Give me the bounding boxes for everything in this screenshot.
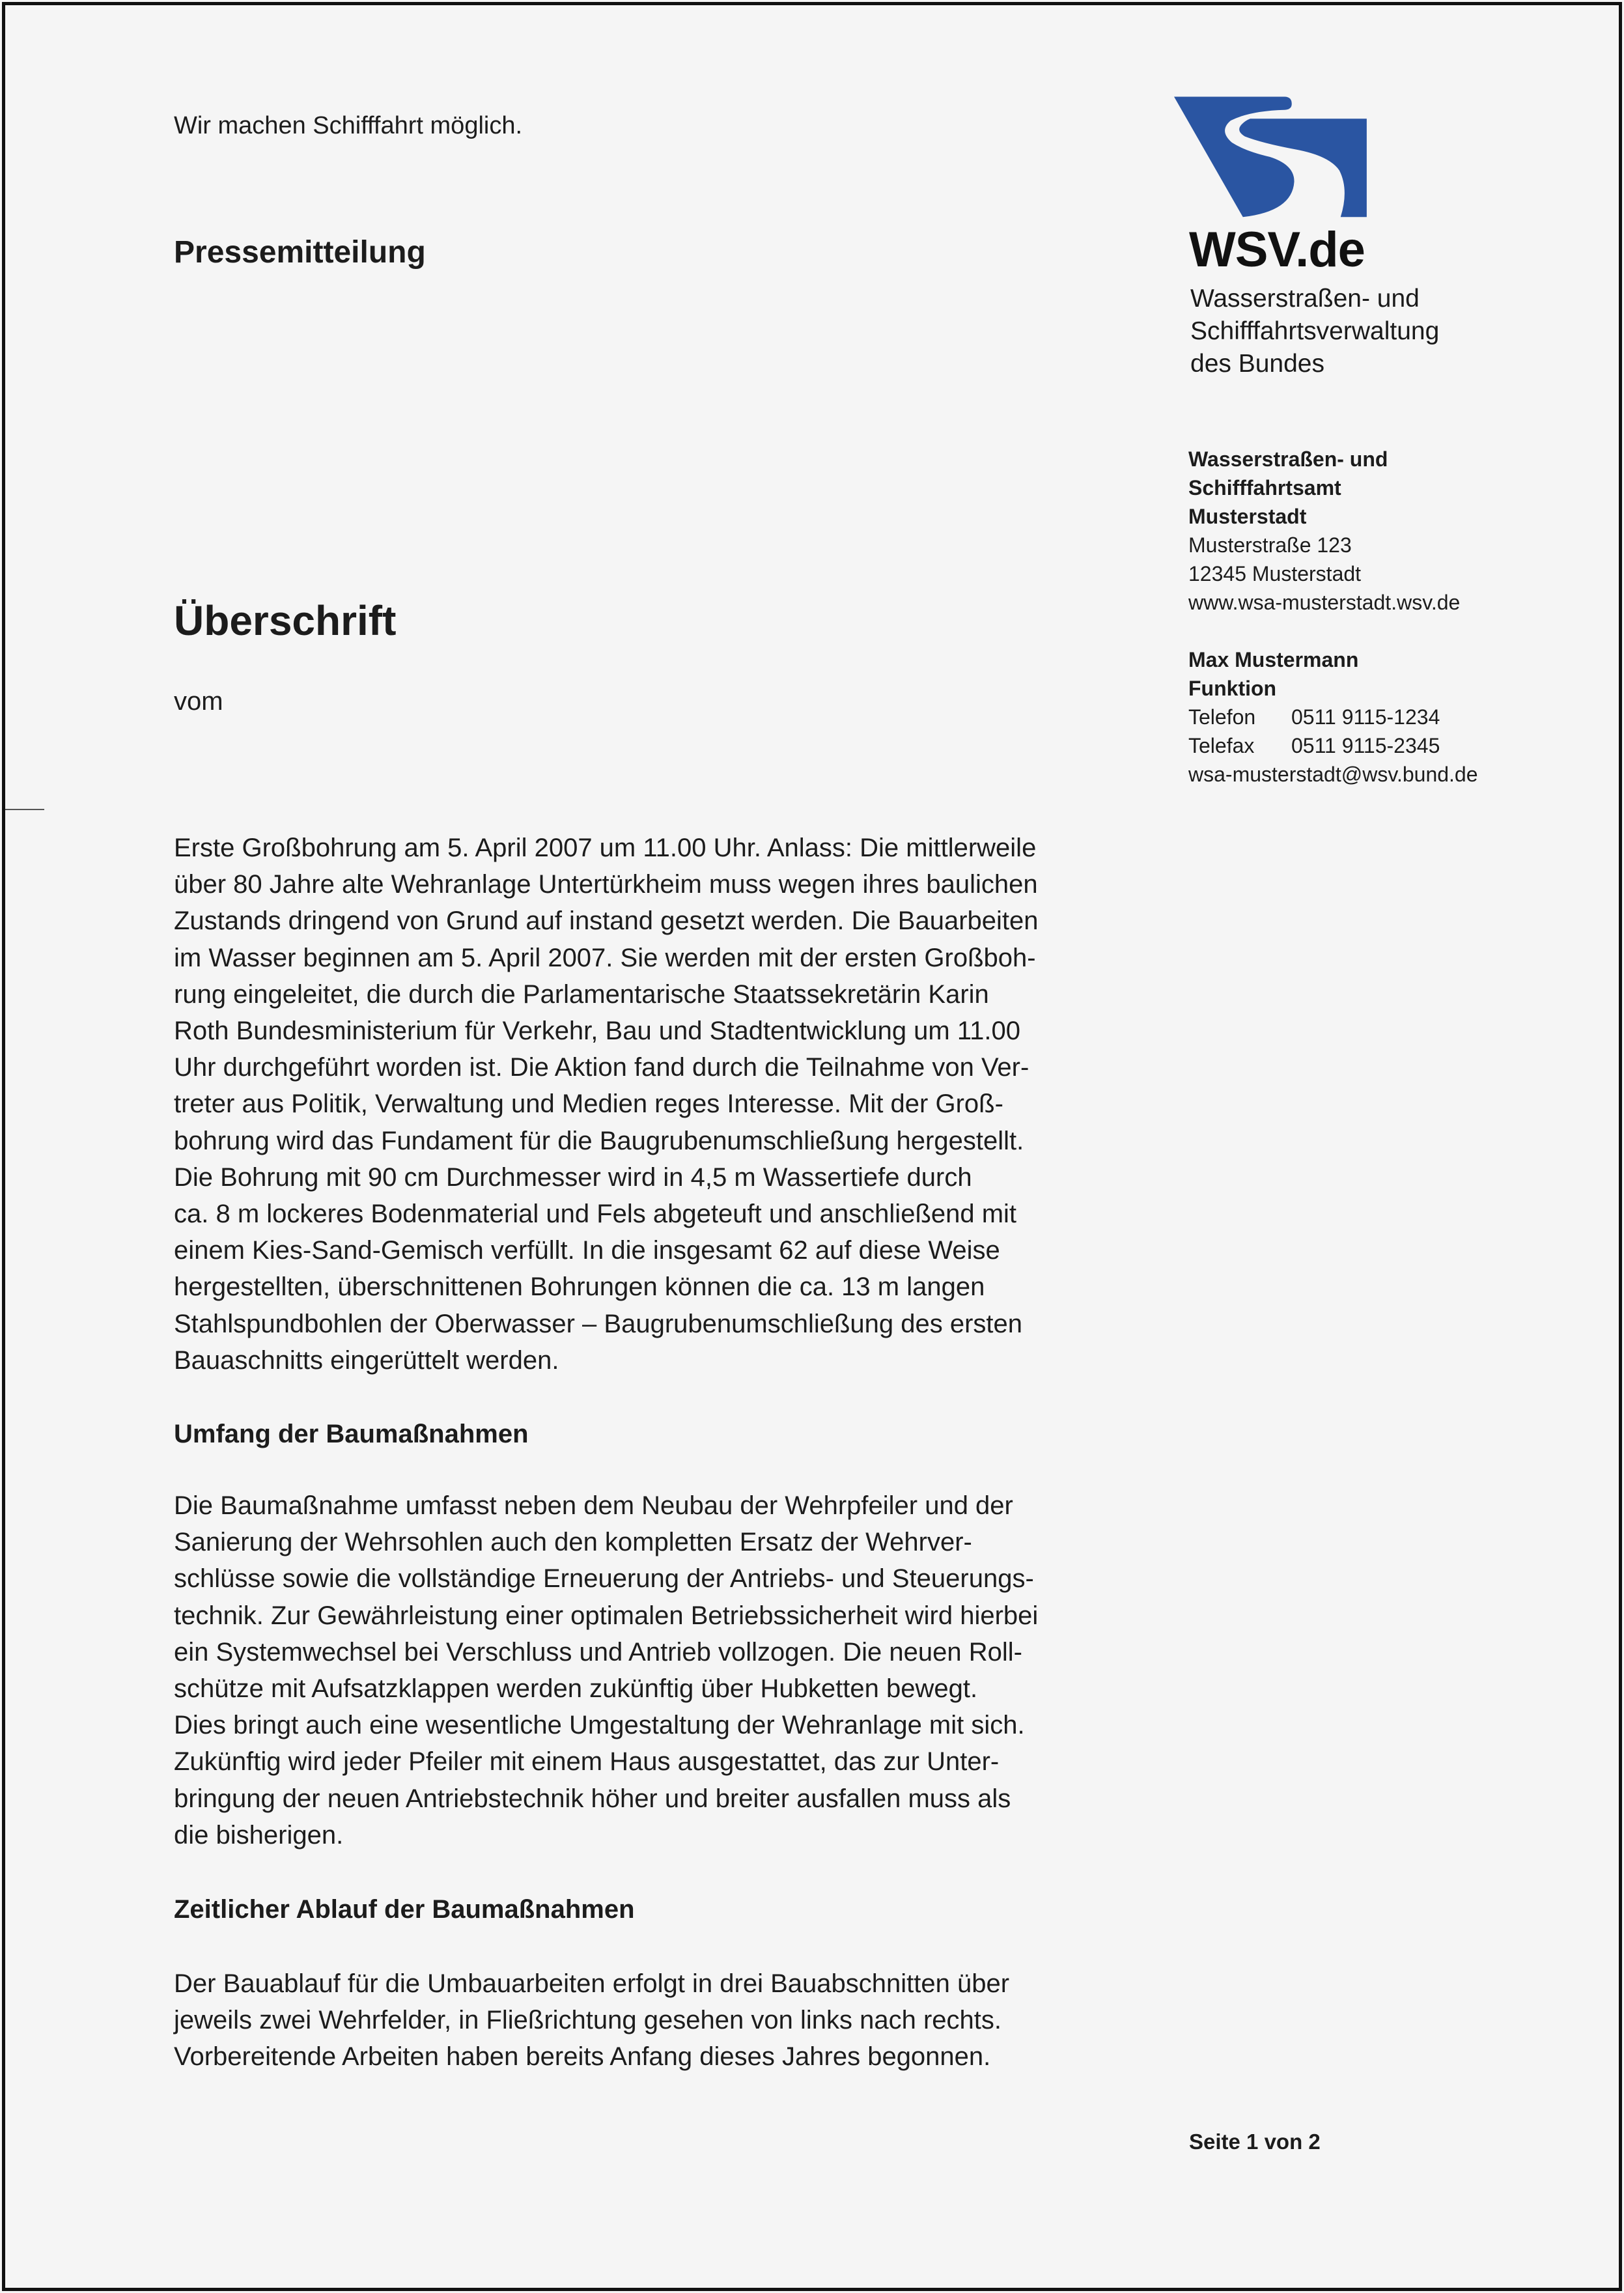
text-line: schlüsse sowie die vollständige Erneuerung der Antriebs- und Steuerungs-	[174, 1564, 1034, 1594]
text-line: treter aus Politik, Verwaltung und Medien reges Interesse. Mit der Groß-	[174, 1090, 1003, 1119]
text-line: im Wasser beginnen am 5. April 2007. Sie werden mit der ersten Großboh-	[174, 943, 1036, 972]
text-line: die bisherigen.	[174, 1820, 344, 1850]
office-name-line: Wasserstraßen- und	[1188, 447, 1388, 471]
logo-subtitle-line: des Bundes	[1190, 350, 1324, 378]
wsv-logo-icon	[1172, 94, 1367, 218]
text-line: über 80 Jahre alte Wehranlage Untertürkheim muss wegen ihres baulichen	[174, 870, 1038, 899]
contact-role: Funktion	[1188, 677, 1277, 700]
headline: Überschrift	[174, 597, 397, 644]
document-type: Pressemitteilung	[174, 235, 426, 270]
text-line: Bauaschnitts eingerüttelt werden.	[174, 1345, 559, 1375]
text-line: schütze mit Aufsatzklappen werden zukünftig über Hubketten bewegt.	[174, 1674, 978, 1704]
fax-row	[1188, 731, 1478, 760]
phone-label: Telefon	[1188, 705, 1256, 729]
logo-subtitle	[1190, 283, 1439, 380]
text-line: Der Bauablauf für die Umbauarbeiten erfolgt in drei Bauabschnitten über	[174, 1969, 1010, 1998]
contact-block	[1188, 445, 1478, 789]
text-line: Dies bringt auch eine wesentliche Umgestaltung der Wehranlage mit sich.	[174, 1711, 1025, 1740]
intro-paragraph	[174, 830, 1151, 1379]
text-line: ca. 8 m lockeres Bodenmaterial und Fels abgeteuft und anschließend mit	[174, 1200, 1017, 1229]
text-line: Zustands dringend von Grund auf instand gesetzt werden. Die Bauarbeiten	[174, 907, 1039, 936]
website-link[interactable]: www.wsa-musterstadt.wsv.de	[1188, 591, 1461, 614]
fax-number: 0511 9115-2345	[1291, 734, 1440, 757]
text-line: ein Systemwechsel bei Verschluss und Antrieb vollzogen. Die neuen Roll-	[174, 1637, 1022, 1667]
text-line: Roth Bundesministerium für Verkehr, Bau und Stadtentwicklung um 11.00	[174, 1017, 1020, 1046]
street: Musterstraße 123	[1188, 533, 1352, 557]
text-line: Sanierung der Wehrsohlen auch den kompletten Ersatz der Wehrver-	[174, 1528, 972, 1557]
phone-number: 0511 9115-1234	[1291, 705, 1440, 729]
section-heading-scope: Umfang der Baumaßnahmen	[174, 1420, 529, 1448]
phone-row	[1188, 703, 1478, 731]
city: 12345 Musterstadt	[1188, 562, 1362, 585]
office-name-line: Musterstadt	[1188, 505, 1307, 528]
text-line: jeweils zwei Wehrfelder, in Fließrichtung gesehen von links nach rechts.	[174, 2006, 1001, 2035]
fax-label: Telefax	[1188, 734, 1255, 757]
text-line: Erste Großbohrung am 5. April 2007 um 11.00 Uhr. Anlass: Die mittlerweile	[174, 834, 1037, 862]
email-link[interactable]: wsa-musterstadt@wsv.bund.de	[1188, 763, 1478, 786]
date-label: vom	[174, 687, 223, 716]
page-indicator: Seite 1 von 2	[1189, 2130, 1321, 2154]
logo-subtitle-line: Wasserstraßen- und	[1190, 285, 1420, 313]
text-line: Die Bohrung mit 90 cm Durchmesser wird in 4,5 m Wassertiefe durch	[174, 1162, 972, 1192]
text-line: bringung der neuen Antriebstechnik höher und breiter ausfallen muss als	[174, 1784, 1011, 1813]
logo-wordmark: WSV.de	[1189, 222, 1365, 277]
office-name-line: Schifffahrtsamt	[1188, 476, 1341, 499]
text-line: Vorbereitende Arbeiten haben bereits Anfang dieses Jahres begonnen.	[174, 2042, 991, 2072]
text-line: technik. Zur Gewährleistung einer optimalen Betriebssicherheit wird hierbei	[174, 1601, 1039, 1630]
schedule-paragraph	[174, 1965, 1151, 2075]
text-line: Die Baumaßnahme umfasst neben dem Neubau der Wehrpfeiler und der	[174, 1491, 1013, 1520]
section-heading-schedule: Zeitlicher Ablauf der Baumaßnahmen	[174, 1895, 635, 1924]
scope-paragraph	[174, 1487, 1151, 1853]
text-line: bohrung wird das Fundament für die Baugrubenumschließung hergestellt.	[174, 1126, 1024, 1155]
text-line: Uhr durchgeführt worden ist. Die Aktion fand durch die Teilnahme von Ver-	[174, 1053, 1029, 1082]
tagline: Wir machen Schifffahrt möglich.	[174, 112, 523, 139]
logo-subtitle-line: Schifffahrtsverwaltung	[1190, 317, 1440, 345]
logo-shape-left	[1174, 96, 1295, 217]
text-line: einem Kies-Sand-Gemisch verfüllt. In die insgesamt 62 auf diese Weise	[174, 1236, 1000, 1265]
text-line: Zukünftig wird jeder Pfeiler mit einem Haus ausgestattet, das zur Unter-	[174, 1747, 1000, 1777]
text-line: Stahlspundbohlen der Oberwasser – Baugrubenumschließung des ersten	[174, 1309, 1023, 1338]
text-line: rung eingeleitet, die durch die Parlamentarische Staatssekretärin Karin	[174, 979, 989, 1009]
contact-person: Max Mustermann	[1188, 648, 1359, 671]
fold-mark	[5, 809, 44, 810]
text-line: hergestellten, überschnittenen Bohrungen können die ca. 13 m langen	[174, 1273, 985, 1302]
